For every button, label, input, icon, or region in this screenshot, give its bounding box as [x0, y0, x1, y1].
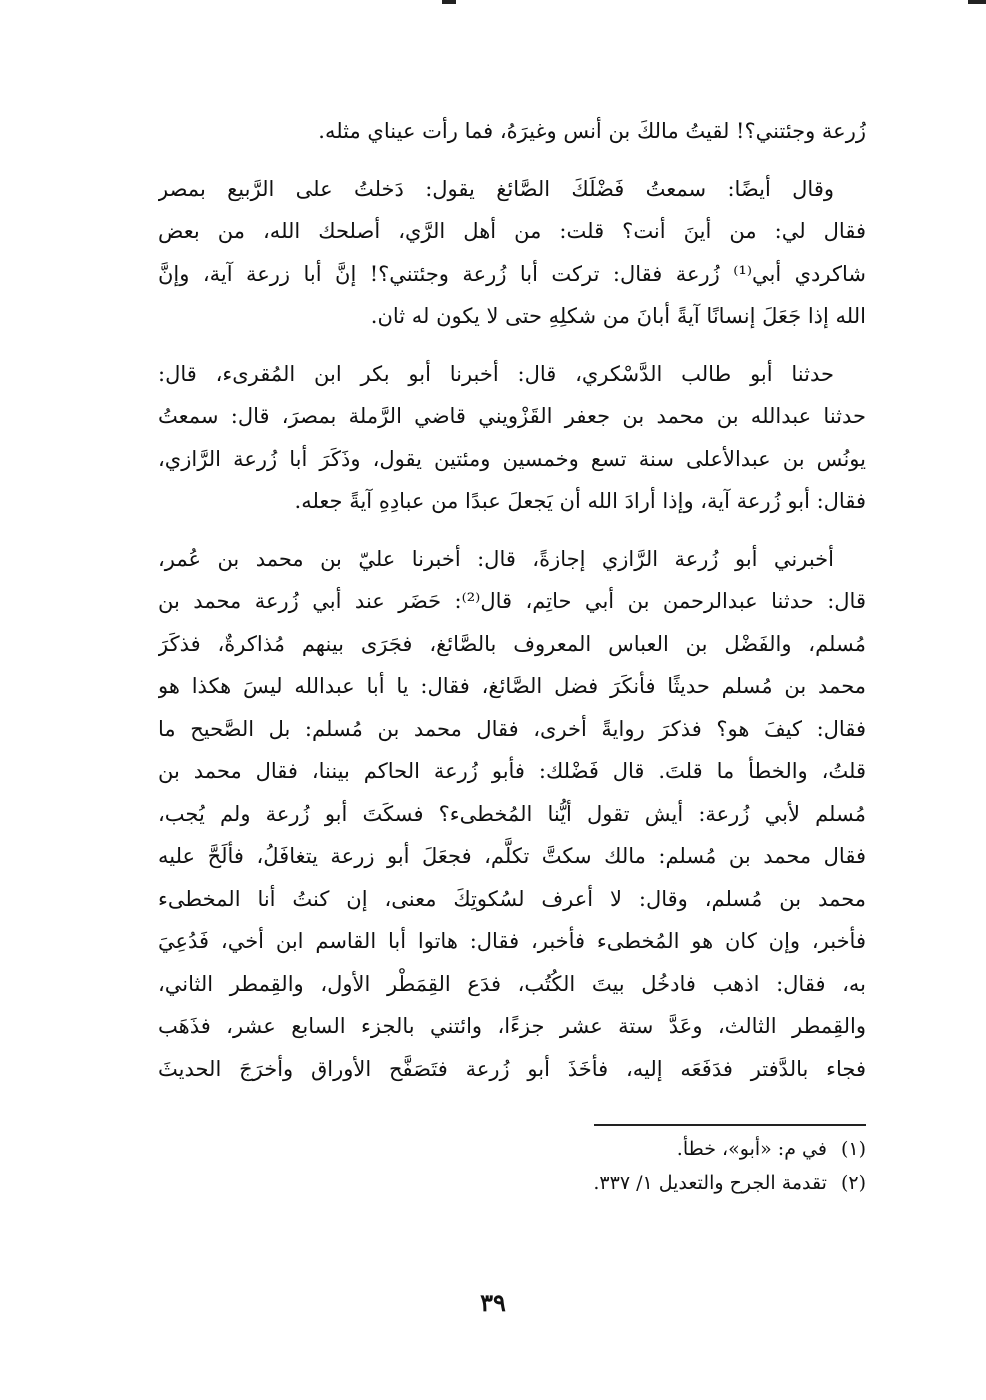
text-line: فقال: أبو زُرعة آية، وإذا أرادَ الله أن يَجعلَ عبدًا من عبادِهِ آيةً جعله. [294, 489, 866, 513]
text-line: به، فقال: اذهب فادخُل بيتَ الكُتُب، فدَع القِمَطْر الأول، والقِمطر الثاني، [158, 971, 866, 996]
text-line: فأخبر، وإن كان هو المُخطىء فأخبر، فقال: هاتوا أبا القاسم ابن أخي، فَدُعِيَ [158, 929, 866, 953]
scan-mark-right [968, 0, 986, 4]
text-line: والقِمطر الثالث، وعَدَّ ستة عشر جزءًا، وائتني بالجزء السابع عشر، فذَهَب [158, 1014, 866, 1038]
paragraph [158, 168, 866, 338]
scan-mark-left [442, 0, 456, 4]
text-line: محمد بن مُسلم حديثًا فأنكَرَ فضل الصَّائغ، فقال: يا أبا عبدالله ليسَ هكذا هو [158, 674, 866, 698]
text-line: زُرعة وجئتني؟! لقيتُ مالكَ بن أنس وغيرَهُ، فما رأت عيناي مثله. [318, 119, 866, 143]
text-line: فقال: كيفَ هو؟ فذكرَ روايةً أخرى، فقال محمد بن مُسلم: بل الصَّحيح ما [158, 716, 866, 741]
paragraph [158, 110, 866, 153]
text-line: شاكردي أبي⁽¹⁾ زُرعة فقال: تركت أبا زُرعة وجئتني؟! إنَّ أبا زرعة آية، وإنَّ [158, 261, 866, 286]
text-line: قلتُ، والخطأ ما قلتَ. قال فَضْلك: فأبو زُرعة الحاكم بيننا، فقال محمد بن [158, 759, 866, 783]
text-line: مُسلم، والفَضْل بن العباس المعروف بالصَّائغ، فجَرَى بينهم مُذاكرةٌ، فذكَرَ [158, 631, 866, 656]
text-line: أخبرني أبو زُرعة الرَّازي إجازةً، قال: أخبرنا عليّ بن محمد بن عُمر، [158, 546, 834, 571]
text-line: محمد بن مُسلم، وقال: لا أعرف لسُكوتِكَ معنى، إن كنتُ أنا المخطىء [158, 886, 866, 911]
main-text [158, 110, 866, 1105]
text-line: حدثنا عبدالله بن محمد بن جعفر القَزْويني قاضي الرَّملة بمصرَ، قال: سمعتُ [158, 404, 866, 428]
footnote-number: (٢) [840, 1172, 866, 1194]
text-line: يونُس بن عبدالأعلى سنة تسع وخمسين ومئتين يقول، وذَكَرَ أبا زُرعة الرَّازي، [158, 446, 866, 471]
text-line: فقال محمد بن مُسلم: مالك سكتَّ تكلَّم، فجعَلَ أبو زرعة يتغافَلُ، فألَحَّ عليه [158, 844, 866, 868]
footnote [158, 1132, 866, 1166]
paragraph [158, 353, 866, 523]
footnotes [158, 1132, 866, 1200]
footnote-text: في م: «أبو»، خطأ. [676, 1138, 827, 1160]
paragraph [158, 538, 866, 1091]
text-line: الله إذا جَعَلَ إنسانًا آيةً أبانَ من شكلِهِ حتى لا يكون له ثان. [370, 304, 866, 328]
text-line: حدثنا أبو طالب الدَّسْكري، قال: أخبرنا أبو بكر ابن المُقرىء، قال: [158, 361, 834, 386]
footnote-number: (١) [840, 1138, 866, 1160]
footnote-text: تقدمة الجرح والتعديل ١/ ٣٣٧. [593, 1172, 827, 1194]
text-line: قال: حدثنا عبدالرحمن بن أبي حاتِم، قال⁽²⁾: حَضَر عند أبي زُرعة محمد بن [158, 589, 866, 613]
text-line: فقال لي: من أينَ أنت؟ قلت: من أهل الرَّي، أصلحك الله، من بعض [158, 219, 866, 243]
text-line: فجاء بالدَّفتر فدَفَعَه إليه، فأخَذَ أبو زُرعة فتَصَفَّح الأوراق وأخرَجَ الحديثَ [158, 1056, 866, 1081]
text-line: مُسلم لأبي زُرعة: أيش تقول أيُّنا المُخطىء؟ فسكَتَ أبو زُرعة ولم يُجب، [158, 801, 866, 826]
page-number: ٣٩ [480, 1288, 506, 1317]
footnote-separator [594, 1124, 866, 1126]
text-line: وقال أيضًا: سمعتُ فَضْلَكَ الصَّائغ يقول: دَخلتُ على الرَّبيع بمصر [158, 176, 835, 201]
footnote [158, 1166, 866, 1200]
